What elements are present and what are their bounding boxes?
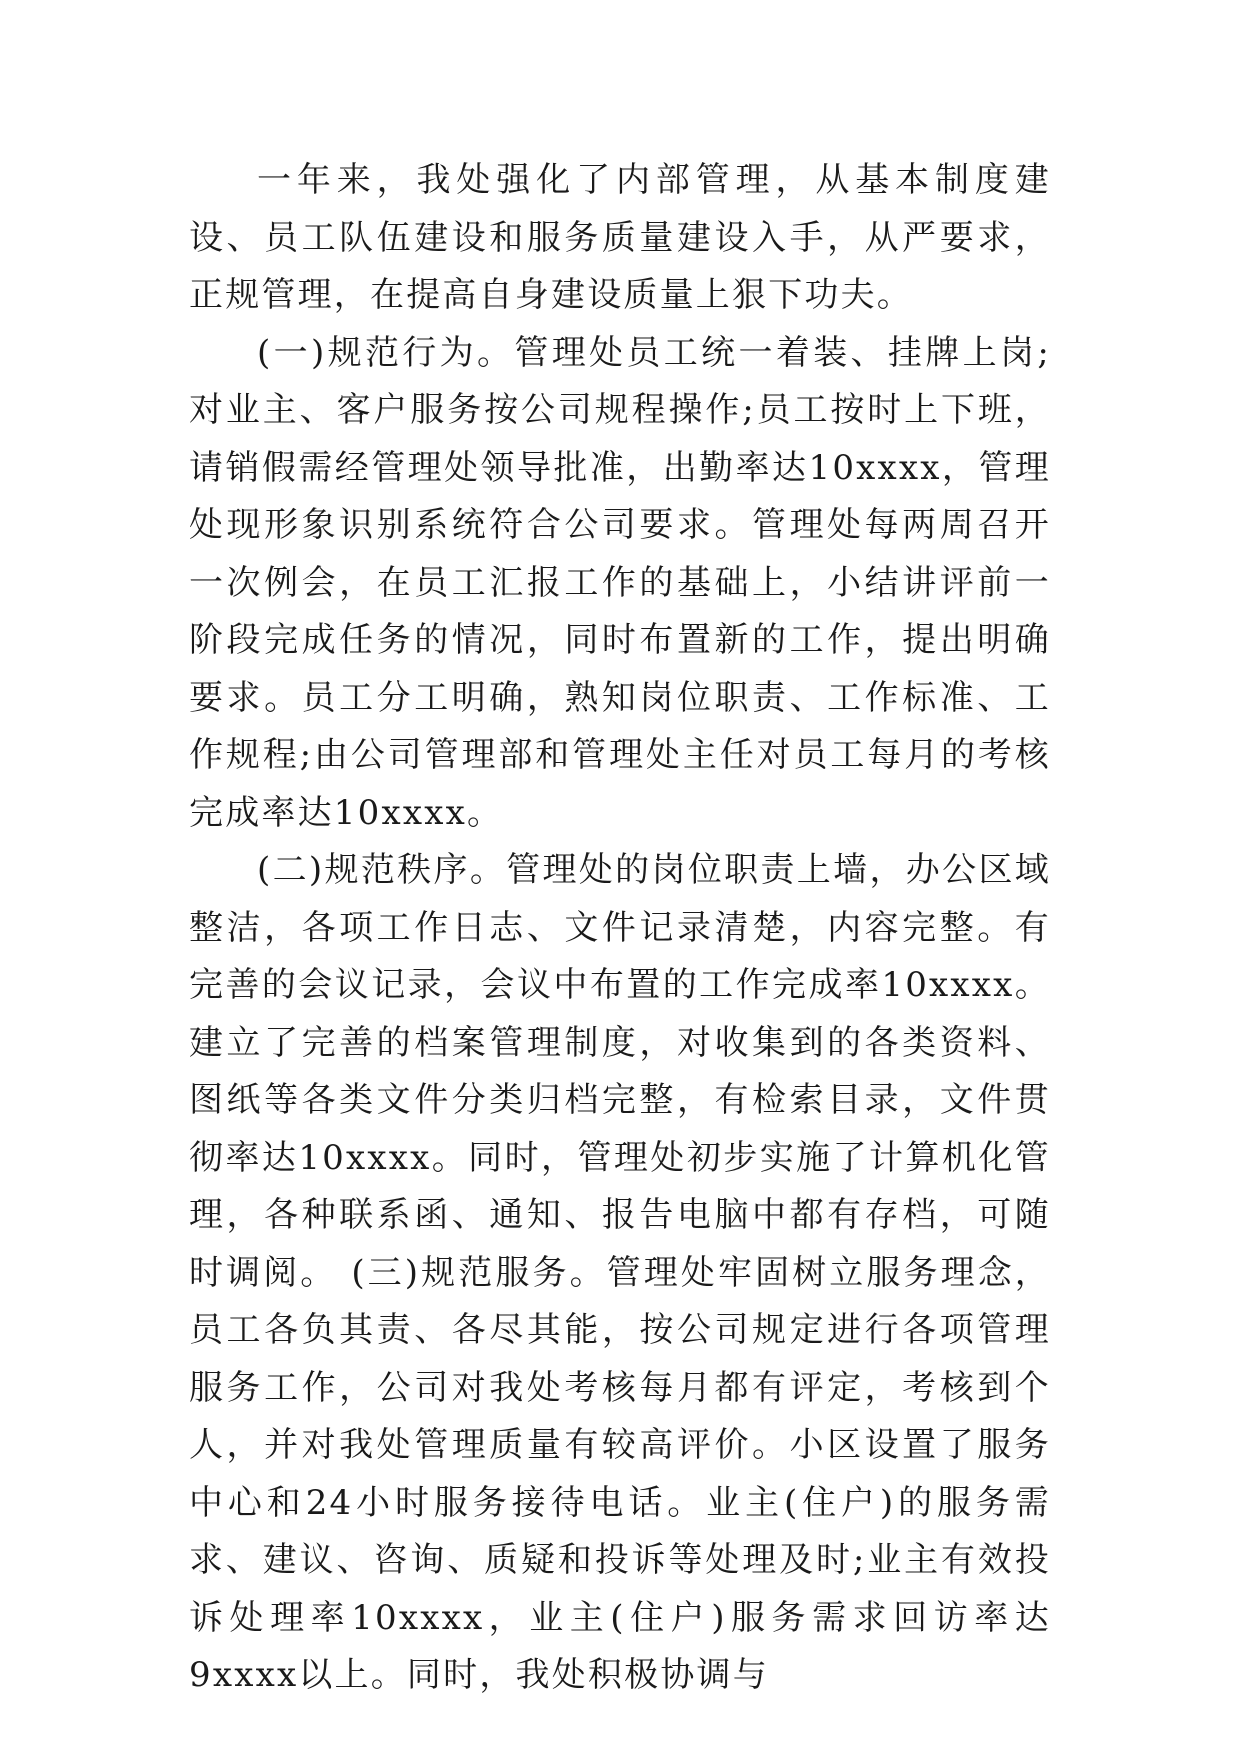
paragraph-standardize-order-and-service: (二)规范秩序。管理处的岗位职责上墙，办公区域整洁，各项工作日志、文件记录清楚，内容完整。有完善的会议记录，会议中布置的工作完成率10xxxx。建立了完善的档案管理制度，对收集到的各类资料、图纸等各类文件分类归档完整，有检索目录，文件贯彻率达10xxxx。同时，管理处初步实施了计算机化管理，各种联系函、通知、报告电脑中都有存档，可随时调阅。 (三)规范服务。管理处牢固树立服务理念，员工各负其责、各尽其能，按公司规定进行各项管理服务工作，公司对我处考核每月都有评定，考核到个人，并对我处管理质量有较高评价。小区设置了服务中心和24小时服务接待电话。业主(住户)的服务需求、建议、咨询、质疑和投诉等处理及时;业主有效投诉处理率10xxxx，业主(住户)服务需求回访率达9xxxx以上。同时，我处积极协调与 (189, 850, 1051, 1695)
paragraph-standardize-behavior: (一)规范行为。管理处员工统一着装、挂牌上岗;对业主、客户服务按公司规程操作;员工按时上下班，请销假需经管理处领导批准，出勤率达10xxxx，管理处现形象识别系统符合公司要求。管理处每两周召开一次例会，在员工汇报工作的基础上，小结讲评前一阶段完成任务的情况，同时布置新的工作，提出明确要求。员工分工明确，熟知岗位职责、工作标准、工作规程;由公司管理部和管理处主任对员工每月的考核完成率达10xxxx。 (189, 332, 1051, 833)
paragraph-internal-management: 一年来，我处强化了内部管理，从基本制度建设、员工队伍建设和服务质量建设入手，从严要求，正规管理，在提高自身建设质量上狠下功夫。 (189, 160, 1051, 315)
document-body (189, 152, 1051, 1705)
